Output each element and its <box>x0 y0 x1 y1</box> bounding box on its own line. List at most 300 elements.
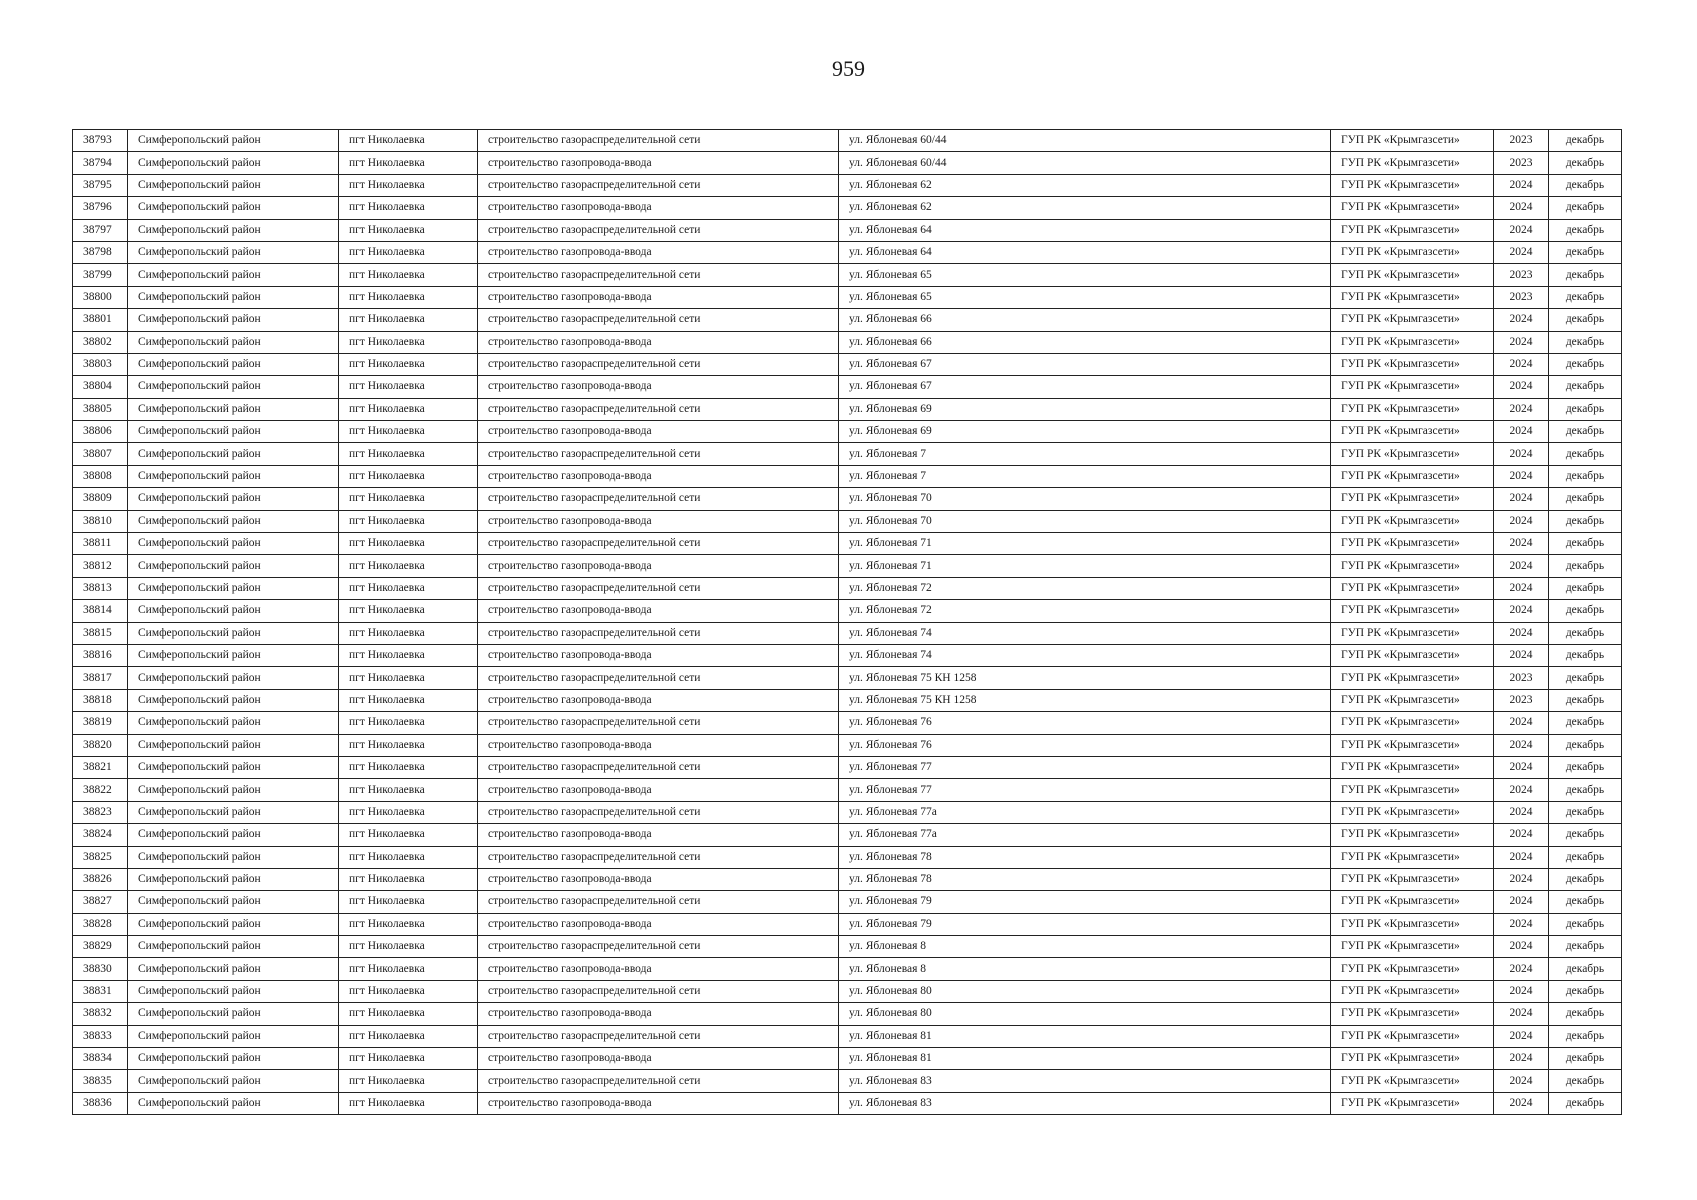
cell-address: ул. Яблоневая 62 <box>839 174 1331 196</box>
cell-record-number: 38817 <box>73 667 128 689</box>
cell-work-type: строительство газопровода-ввода <box>478 421 839 443</box>
cell-work-type: строительство газопровода-ввода <box>478 286 839 308</box>
cell-year: 2023 <box>1494 152 1549 174</box>
cell-organization: ГУП РК «Крымгазсети» <box>1331 644 1494 666</box>
cell-organization: ГУП РК «Крымгазсети» <box>1331 1092 1494 1114</box>
cell-work-type: строительство газораспределительной сети <box>478 353 839 375</box>
cell-organization: ГУП РК «Крымгазсети» <box>1331 734 1494 756</box>
cell-address: ул. Яблоневая 83 <box>839 1070 1331 1092</box>
table-row <box>73 398 1622 420</box>
cell-record-number: 38803 <box>73 353 128 375</box>
cell-work-type: строительство газопровода-ввода <box>478 734 839 756</box>
cell-month: декабрь <box>1549 846 1622 868</box>
cell-work-type: строительство газопровода-ввода <box>478 779 839 801</box>
cell-organization: ГУП РК «Крымгазсети» <box>1331 443 1494 465</box>
cell-settlement: пгт Николаевка <box>339 734 478 756</box>
cell-district: Симферопольский район <box>128 577 339 599</box>
cell-organization: ГУП РК «Крымгазсети» <box>1331 936 1494 958</box>
cell-settlement: пгт Николаевка <box>339 667 478 689</box>
cell-settlement: пгт Николаевка <box>339 353 478 375</box>
cell-work-type: строительство газопровода-ввода <box>478 241 839 263</box>
cell-work-type: строительство газораспределительной сети <box>478 667 839 689</box>
cell-address: ул. Яблоневая 62 <box>839 197 1331 219</box>
cell-record-number: 38807 <box>73 443 128 465</box>
cell-settlement: пгт Николаевка <box>339 488 478 510</box>
cell-organization: ГУП РК «Крымгазсети» <box>1331 219 1494 241</box>
cell-month: декабрь <box>1549 555 1622 577</box>
cell-district: Симферопольский район <box>128 398 339 420</box>
cell-month: декабрь <box>1549 130 1622 152</box>
cell-settlement: пгт Николаевка <box>339 712 478 734</box>
cell-settlement: пгт Николаевка <box>339 130 478 152</box>
cell-settlement: пгт Николаевка <box>339 533 478 555</box>
cell-year: 2024 <box>1494 1025 1549 1047</box>
cell-year: 2024 <box>1494 980 1549 1002</box>
cell-settlement: пгт Николаевка <box>339 174 478 196</box>
cell-month: декабрь <box>1549 756 1622 778</box>
table-row <box>73 376 1622 398</box>
table-row <box>73 712 1622 734</box>
cell-month: декабрь <box>1549 241 1622 263</box>
cell-address: ул. Яблоневая 67 <box>839 376 1331 398</box>
cell-record-number: 38836 <box>73 1092 128 1114</box>
table-row <box>73 331 1622 353</box>
cell-work-type: строительство газораспределительной сети <box>478 219 839 241</box>
cell-settlement: пгт Николаевка <box>339 622 478 644</box>
cell-district: Симферопольский район <box>128 600 339 622</box>
cell-address: ул. Яблоневая 80 <box>839 1003 1331 1025</box>
cell-work-type: строительство газопровода-ввода <box>478 600 839 622</box>
cell-record-number: 38795 <box>73 174 128 196</box>
cell-month: декабрь <box>1549 712 1622 734</box>
cell-address: ул. Яблоневая 76 <box>839 712 1331 734</box>
cell-address: ул. Яблоневая 60/44 <box>839 130 1331 152</box>
cell-work-type: строительство газораспределительной сети <box>478 936 839 958</box>
registry-table <box>72 129 1622 1115</box>
cell-work-type: строительство газопровода-ввода <box>478 1092 839 1114</box>
cell-month: декабрь <box>1549 286 1622 308</box>
table-row <box>73 309 1622 331</box>
cell-year: 2023 <box>1494 130 1549 152</box>
cell-settlement: пгт Николаевка <box>339 644 478 666</box>
cell-district: Симферопольский район <box>128 286 339 308</box>
cell-work-type: строительство газораспределительной сети <box>478 174 839 196</box>
cell-settlement: пгт Николаевка <box>339 376 478 398</box>
table-row <box>73 980 1622 1002</box>
cell-address: ул. Яблоневая 78 <box>839 846 1331 868</box>
cell-organization: ГУП РК «Крымгазсети» <box>1331 689 1494 711</box>
cell-work-type: строительство газораспределительной сети <box>478 130 839 152</box>
cell-month: декабрь <box>1549 443 1622 465</box>
cell-record-number: 38806 <box>73 421 128 443</box>
cell-year: 2024 <box>1494 891 1549 913</box>
cell-address: ул. Яблоневая 77 <box>839 756 1331 778</box>
cell-district: Симферопольский район <box>128 1025 339 1047</box>
cell-month: декабрь <box>1549 891 1622 913</box>
cell-record-number: 38816 <box>73 644 128 666</box>
cell-month: декабрь <box>1549 488 1622 510</box>
cell-year: 2023 <box>1494 264 1549 286</box>
table-row <box>73 622 1622 644</box>
cell-district: Симферопольский район <box>128 667 339 689</box>
cell-address: ул. Яблоневая 69 <box>839 398 1331 420</box>
table-row <box>73 689 1622 711</box>
cell-work-type: строительство газораспределительной сети <box>478 846 839 868</box>
cell-district: Симферопольский район <box>128 824 339 846</box>
cell-district: Симферопольский район <box>128 913 339 935</box>
cell-settlement: пгт Николаевка <box>339 421 478 443</box>
cell-month: декабрь <box>1549 1048 1622 1070</box>
cell-organization: ГУП РК «Крымгазсети» <box>1331 667 1494 689</box>
cell-record-number: 38820 <box>73 734 128 756</box>
cell-month: декабрь <box>1549 689 1622 711</box>
cell-settlement: пгт Николаевка <box>339 555 478 577</box>
table-row <box>73 936 1622 958</box>
cell-address: ул. Яблоневая 83 <box>839 1092 1331 1114</box>
table-row <box>73 756 1622 778</box>
cell-district: Симферопольский район <box>128 443 339 465</box>
cell-record-number: 38822 <box>73 779 128 801</box>
table-row <box>73 667 1622 689</box>
cell-district: Симферопольский район <box>128 779 339 801</box>
cell-record-number: 38819 <box>73 712 128 734</box>
cell-address: ул. Яблоневая 77 <box>839 779 1331 801</box>
cell-address: ул. Яблоневая 65 <box>839 264 1331 286</box>
cell-district: Симферопольский район <box>128 756 339 778</box>
cell-organization: ГУП РК «Крымгазсети» <box>1331 712 1494 734</box>
cell-organization: ГУП РК «Крымгазсети» <box>1331 241 1494 263</box>
cell-organization: ГУП РК «Крымгазсети» <box>1331 130 1494 152</box>
cell-settlement: пгт Николаевка <box>339 936 478 958</box>
cell-year: 2024 <box>1494 868 1549 890</box>
cell-organization: ГУП РК «Крымгазсети» <box>1331 174 1494 196</box>
cell-district: Симферопольский район <box>128 174 339 196</box>
cell-month: декабрь <box>1549 779 1622 801</box>
cell-record-number: 38811 <box>73 533 128 555</box>
table-row <box>73 286 1622 308</box>
cell-address: ул. Яблоневая 8 <box>839 958 1331 980</box>
cell-organization: ГУП РК «Крымгазсети» <box>1331 353 1494 375</box>
cell-settlement: пгт Николаевка <box>339 465 478 487</box>
cell-organization: ГУП РК «Крымгазсети» <box>1331 824 1494 846</box>
cell-year: 2024 <box>1494 533 1549 555</box>
cell-address: ул. Яблоневая 66 <box>839 331 1331 353</box>
cell-organization: ГУП РК «Крымгазсети» <box>1331 555 1494 577</box>
cell-address: ул. Яблоневая 77а <box>839 824 1331 846</box>
table-row <box>73 846 1622 868</box>
table-row <box>73 443 1622 465</box>
cell-year: 2024 <box>1494 488 1549 510</box>
cell-address: ул. Яблоневая 67 <box>839 353 1331 375</box>
cell-record-number: 38794 <box>73 152 128 174</box>
cell-district: Симферопольский район <box>128 219 339 241</box>
cell-month: декабрь <box>1549 197 1622 219</box>
cell-year: 2024 <box>1494 309 1549 331</box>
cell-record-number: 38835 <box>73 1070 128 1092</box>
cell-address: ул. Яблоневая 65 <box>839 286 1331 308</box>
cell-district: Симферопольский район <box>128 421 339 443</box>
cell-year: 2024 <box>1494 555 1549 577</box>
cell-month: декабрь <box>1549 667 1622 689</box>
cell-settlement: пгт Николаевка <box>339 309 478 331</box>
table-row <box>73 1092 1622 1114</box>
cell-settlement: пгт Николаевка <box>339 443 478 465</box>
cell-work-type: строительство газопровода-ввода <box>478 689 839 711</box>
cell-month: декабрь <box>1549 398 1622 420</box>
cell-month: декабрь <box>1549 600 1622 622</box>
cell-district: Симферопольский район <box>128 309 339 331</box>
cell-year: 2023 <box>1494 286 1549 308</box>
cell-month: декабрь <box>1549 421 1622 443</box>
cell-district: Симферопольский район <box>128 644 339 666</box>
cell-year: 2024 <box>1494 398 1549 420</box>
cell-work-type: строительство газопровода-ввода <box>478 465 839 487</box>
cell-month: декабрь <box>1549 1070 1622 1092</box>
cell-year: 2024 <box>1494 824 1549 846</box>
cell-record-number: 38812 <box>73 555 128 577</box>
table-row <box>73 465 1622 487</box>
cell-district: Симферопольский район <box>128 152 339 174</box>
cell-settlement: пгт Николаевка <box>339 756 478 778</box>
cell-address: ул. Яблоневая 81 <box>839 1048 1331 1070</box>
cell-organization: ГУП РК «Крымгазсети» <box>1331 533 1494 555</box>
table-row <box>73 1070 1622 1092</box>
cell-month: декабрь <box>1549 936 1622 958</box>
cell-address: ул. Яблоневая 74 <box>839 622 1331 644</box>
cell-address: ул. Яблоневая 81 <box>839 1025 1331 1047</box>
cell-work-type: строительство газопровода-ввода <box>478 958 839 980</box>
cell-record-number: 38830 <box>73 958 128 980</box>
cell-year: 2024 <box>1494 219 1549 241</box>
cell-district: Симферопольский район <box>128 555 339 577</box>
cell-address: ул. Яблоневая 71 <box>839 555 1331 577</box>
table-row <box>73 1003 1622 1025</box>
cell-address: ул. Яблоневая 72 <box>839 600 1331 622</box>
cell-month: декабрь <box>1549 734 1622 756</box>
cell-month: декабрь <box>1549 533 1622 555</box>
cell-district: Симферопольский район <box>128 734 339 756</box>
cell-settlement: пгт Николаевка <box>339 398 478 420</box>
cell-record-number: 38801 <box>73 309 128 331</box>
cell-month: декабрь <box>1549 801 1622 823</box>
table-row <box>73 264 1622 286</box>
cell-year: 2024 <box>1494 241 1549 263</box>
cell-address: ул. Яблоневая 77а <box>839 801 1331 823</box>
cell-district: Симферопольский район <box>128 241 339 263</box>
cell-district: Симферопольский район <box>128 1048 339 1070</box>
cell-month: декабрь <box>1549 1092 1622 1114</box>
cell-district: Симферопольский район <box>128 689 339 711</box>
table-row <box>73 241 1622 263</box>
cell-address: ул. Яблоневая 60/44 <box>839 152 1331 174</box>
cell-organization: ГУП РК «Крымгазсети» <box>1331 779 1494 801</box>
cell-record-number: 38798 <box>73 241 128 263</box>
cell-organization: ГУП РК «Крымгазсети» <box>1331 421 1494 443</box>
table-row <box>73 197 1622 219</box>
table-row <box>73 421 1622 443</box>
cell-work-type: строительство газораспределительной сети <box>478 443 839 465</box>
cell-work-type: строительство газопровода-ввода <box>478 913 839 935</box>
cell-record-number: 38823 <box>73 801 128 823</box>
cell-record-number: 38800 <box>73 286 128 308</box>
cell-year: 2024 <box>1494 331 1549 353</box>
cell-settlement: пгт Николаевка <box>339 868 478 890</box>
cell-district: Симферопольский район <box>128 712 339 734</box>
cell-year: 2024 <box>1494 577 1549 599</box>
table-row <box>73 779 1622 801</box>
cell-work-type: строительство газораспределительной сети <box>478 264 839 286</box>
cell-settlement: пгт Николаевка <box>339 331 478 353</box>
cell-record-number: 38829 <box>73 936 128 958</box>
table-row <box>73 958 1622 980</box>
cell-work-type: строительство газораспределительной сети <box>478 801 839 823</box>
cell-settlement: пгт Николаевка <box>339 980 478 1002</box>
cell-address: ул. Яблоневая 76 <box>839 734 1331 756</box>
cell-organization: ГУП РК «Крымгазсети» <box>1331 510 1494 532</box>
cell-settlement: пгт Николаевка <box>339 779 478 801</box>
cell-year: 2024 <box>1494 734 1549 756</box>
cell-address: ул. Яблоневая 69 <box>839 421 1331 443</box>
cell-year: 2024 <box>1494 353 1549 375</box>
cell-district: Симферопольский район <box>128 1003 339 1025</box>
cell-work-type: строительство газопровода-ввода <box>478 197 839 219</box>
cell-work-type: строительство газопровода-ввода <box>478 376 839 398</box>
cell-month: декабрь <box>1549 644 1622 666</box>
cell-address: ул. Яблоневая 64 <box>839 241 1331 263</box>
cell-record-number: 38802 <box>73 331 128 353</box>
cell-organization: ГУП РК «Крымгазсети» <box>1331 1070 1494 1092</box>
cell-organization: ГУП РК «Крымгазсети» <box>1331 152 1494 174</box>
cell-year: 2024 <box>1494 846 1549 868</box>
cell-organization: ГУП РК «Крымгазсети» <box>1331 622 1494 644</box>
cell-record-number: 38821 <box>73 756 128 778</box>
cell-settlement: пгт Николаевка <box>339 1092 478 1114</box>
table-row <box>73 488 1622 510</box>
cell-district: Симферопольский район <box>128 197 339 219</box>
cell-month: декабрь <box>1549 264 1622 286</box>
cell-work-type: строительство газопровода-ввода <box>478 1003 839 1025</box>
table-row <box>73 600 1622 622</box>
table-row <box>73 130 1622 152</box>
cell-year: 2024 <box>1494 197 1549 219</box>
cell-settlement: пгт Николаевка <box>339 577 478 599</box>
cell-record-number: 38827 <box>73 891 128 913</box>
cell-address: ул. Яблоневая 70 <box>839 510 1331 532</box>
cell-year: 2024 <box>1494 913 1549 935</box>
cell-work-type: строительство газораспределительной сети <box>478 533 839 555</box>
cell-district: Симферопольский район <box>128 801 339 823</box>
cell-district: Симферопольский район <box>128 891 339 913</box>
cell-record-number: 38810 <box>73 510 128 532</box>
cell-work-type: строительство газораспределительной сети <box>478 488 839 510</box>
table-row <box>73 1025 1622 1047</box>
cell-district: Симферопольский район <box>128 533 339 555</box>
table-row <box>73 734 1622 756</box>
cell-month: декабрь <box>1549 958 1622 980</box>
cell-month: декабрь <box>1549 577 1622 599</box>
page-number: 959 <box>832 56 865 81</box>
cell-settlement: пгт Николаевка <box>339 689 478 711</box>
cell-month: декабрь <box>1549 1025 1622 1047</box>
cell-year: 2024 <box>1494 510 1549 532</box>
cell-district: Симферопольский район <box>128 331 339 353</box>
cell-year: 2024 <box>1494 1048 1549 1070</box>
cell-district: Симферопольский район <box>128 980 339 1002</box>
cell-district: Симферопольский район <box>128 936 339 958</box>
cell-district: Симферопольский район <box>128 868 339 890</box>
cell-address: ул. Яблоневая 71 <box>839 533 1331 555</box>
cell-record-number: 38826 <box>73 868 128 890</box>
cell-year: 2024 <box>1494 443 1549 465</box>
cell-settlement: пгт Николаевка <box>339 958 478 980</box>
table-row <box>73 891 1622 913</box>
cell-work-type: строительство газораспределительной сети <box>478 398 839 420</box>
cell-district: Симферопольский район <box>128 264 339 286</box>
cell-district: Симферопольский район <box>128 1092 339 1114</box>
cell-district: Симферопольский район <box>128 488 339 510</box>
cell-record-number: 38825 <box>73 846 128 868</box>
cell-record-number: 38818 <box>73 689 128 711</box>
cell-year: 2024 <box>1494 801 1549 823</box>
cell-address: ул. Яблоневая 75 КН 1258 <box>839 667 1331 689</box>
cell-organization: ГУП РК «Крымгазсети» <box>1331 600 1494 622</box>
cell-year: 2024 <box>1494 376 1549 398</box>
table-row <box>73 510 1622 532</box>
cell-year: 2024 <box>1494 1003 1549 1025</box>
cell-year: 2024 <box>1494 600 1549 622</box>
cell-settlement: пгт Николаевка <box>339 264 478 286</box>
cell-record-number: 38814 <box>73 600 128 622</box>
cell-organization: ГУП РК «Крымгазсети» <box>1331 1025 1494 1047</box>
cell-year: 2024 <box>1494 958 1549 980</box>
cell-organization: ГУП РК «Крымгазсети» <box>1331 577 1494 599</box>
cell-settlement: пгт Николаевка <box>339 1048 478 1070</box>
cell-month: декабрь <box>1549 824 1622 846</box>
cell-work-type: строительство газопровода-ввода <box>478 555 839 577</box>
cell-organization: ГУП РК «Крымгазсети» <box>1331 846 1494 868</box>
cell-settlement: пгт Николаевка <box>339 1003 478 1025</box>
cell-record-number: 38804 <box>73 376 128 398</box>
cell-year: 2024 <box>1494 644 1549 666</box>
cell-year: 2024 <box>1494 421 1549 443</box>
table-row <box>73 644 1622 666</box>
cell-district: Симферопольский район <box>128 846 339 868</box>
cell-organization: ГУП РК «Крымгазсети» <box>1331 756 1494 778</box>
cell-record-number: 38832 <box>73 1003 128 1025</box>
cell-year: 2024 <box>1494 174 1549 196</box>
cell-year: 2024 <box>1494 779 1549 801</box>
cell-settlement: пгт Николаевка <box>339 510 478 532</box>
table-row <box>73 219 1622 241</box>
cell-organization: ГУП РК «Крымгазсети» <box>1331 286 1494 308</box>
cell-settlement: пгт Николаевка <box>339 1070 478 1092</box>
cell-month: декабрь <box>1549 980 1622 1002</box>
cell-month: декабрь <box>1549 913 1622 935</box>
cell-settlement: пгт Николаевка <box>339 801 478 823</box>
cell-year: 2024 <box>1494 465 1549 487</box>
cell-work-type: строительство газораспределительной сети <box>478 309 839 331</box>
cell-address: ул. Яблоневая 74 <box>839 644 1331 666</box>
table-row <box>73 801 1622 823</box>
cell-year: 2024 <box>1494 756 1549 778</box>
cell-record-number: 38809 <box>73 488 128 510</box>
cell-year: 2023 <box>1494 689 1549 711</box>
table-row <box>73 824 1622 846</box>
cell-year: 2024 <box>1494 1070 1549 1092</box>
cell-address: ул. Яблоневая 79 <box>839 913 1331 935</box>
cell-year: 2024 <box>1494 1092 1549 1114</box>
cell-month: декабрь <box>1549 465 1622 487</box>
